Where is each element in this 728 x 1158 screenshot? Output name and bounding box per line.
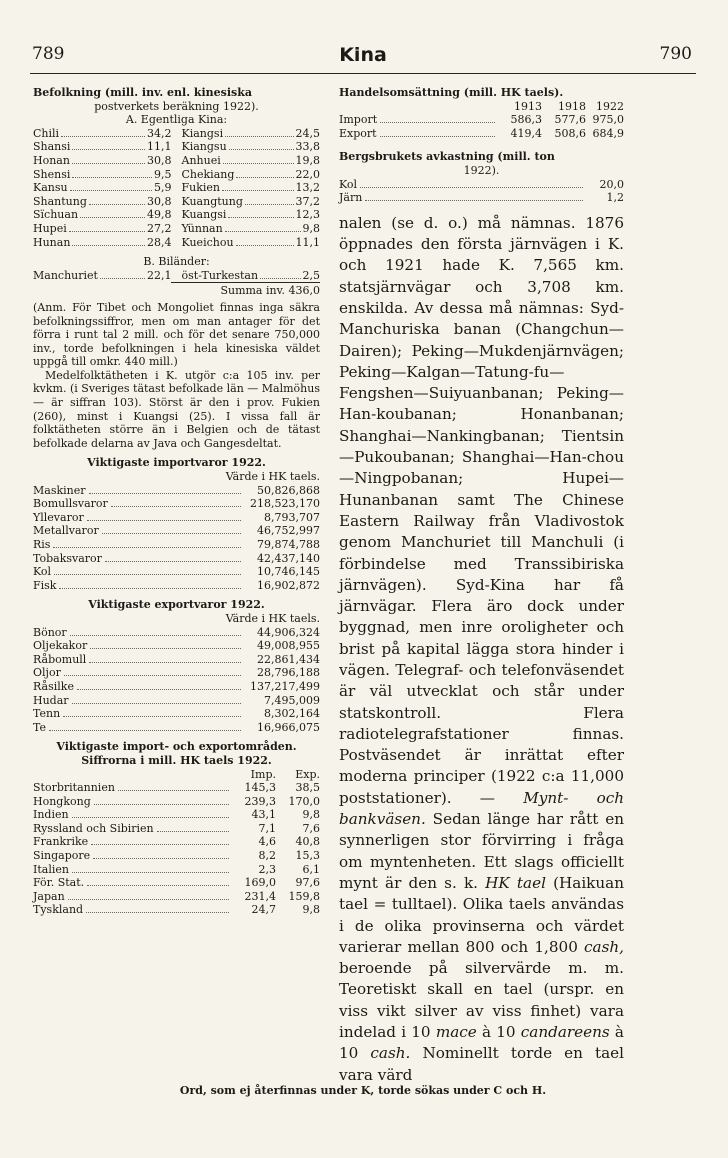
province-name: Honan — [33, 153, 70, 167]
export-value: 9,8 — [302, 808, 320, 822]
item-name: Bomullsvaror — [33, 497, 108, 511]
trade-value: 508,6 — [554, 126, 586, 140]
export-value: 7,6 — [302, 821, 320, 835]
export-table — [33, 626, 320, 735]
mining-title-cont: 1922). — [463, 163, 500, 177]
table-row — [33, 781, 320, 795]
trade-label: Export — [339, 126, 377, 140]
item-name: Ris — [33, 538, 51, 551]
province-value: 30,8 — [147, 153, 172, 167]
table-row — [33, 876, 320, 890]
country-name: Singapore — [33, 849, 91, 863]
province-name: Shantung — [33, 194, 87, 208]
trade-value: 975,0 — [592, 113, 624, 127]
province-value: 9,5 — [154, 167, 172, 181]
province-name: Hunan — [33, 235, 71, 249]
page-number-right: 790 — [659, 44, 692, 64]
column-header-imp: Imp. — [250, 767, 276, 781]
population-title: Befolkning (mill. inv. enl. kinesiska — [33, 86, 252, 99]
text-italic: Mynt- och bankväsen. — [339, 788, 625, 829]
table-row — [339, 127, 624, 141]
mineral-value: 20,0 — [599, 177, 624, 191]
table-row — [33, 154, 172, 168]
item-value: 50,826,868 — [257, 483, 320, 497]
country-name: Hongkong — [33, 794, 91, 808]
import-value: 4,6 — [258, 835, 276, 849]
trade-value: 586,3 — [510, 113, 542, 127]
trade-areas-header — [33, 768, 320, 782]
export-value: 38,5 — [295, 781, 320, 795]
table-row — [33, 222, 172, 236]
province-list-right — [182, 127, 321, 249]
export-value: 6,1 — [302, 862, 320, 876]
table-row — [33, 680, 320, 694]
table-row — [182, 181, 321, 195]
item-name: Kol — [33, 565, 52, 579]
table-row — [182, 195, 321, 209]
province-name: Kueichou — [181, 235, 234, 249]
table-row — [33, 707, 320, 721]
province-value: 34,2 — [147, 126, 172, 140]
country-name: Frankrike — [33, 835, 89, 849]
table-row — [182, 222, 321, 236]
item-name: Bönor — [33, 625, 67, 639]
density-paragraph: Medelfolktätheten i K. utgör c:a 105 inv. per kvkm. (i Sveriges tätast befolkade län — Malmöhus — är siffran 103). Störst är den i prov. Fukien (260), minst i Kuangsi (25). I vissa fall är folktätheten större än i Belgien och de tätast befolkade delarna av Java och Gangesdeltat. — [33, 368, 320, 450]
table-row — [182, 236, 321, 250]
text-italic: HK tael — [485, 873, 546, 892]
province-value: 11,1 — [295, 235, 320, 249]
table-row — [33, 181, 172, 195]
region-name: Manchuriet — [33, 268, 98, 282]
text-run: (Haikuan tael = tulltael). Olika taels användas i de olika provinserna och värdet varierar mellan 800 och 1,800 — [339, 873, 625, 956]
province-value: 33,8 — [295, 140, 320, 154]
text-italic: cash. — [370, 1044, 411, 1063]
province-value: 9,8 — [302, 221, 320, 235]
item-name: Oljor — [33, 666, 61, 680]
column-header-exp: Exp. — [295, 767, 320, 781]
page-title: Kina — [339, 44, 387, 66]
table-row — [33, 140, 172, 154]
import-value: 145,3 — [244, 781, 276, 795]
table-row — [33, 835, 320, 849]
item-value: 79,874,788 — [257, 538, 320, 551]
item-name: Maskiner — [33, 483, 86, 497]
table-row — [33, 195, 172, 209]
table-row — [33, 626, 320, 640]
item-name: Råsilke — [33, 679, 74, 693]
section-a-heading: A. Egentliga Kina: — [125, 113, 228, 127]
trade-label: Import — [339, 113, 378, 127]
country-name: Italien — [33, 862, 69, 876]
province-name: Kuangtung — [181, 194, 243, 208]
trade-value: 419,4 — [510, 126, 542, 140]
year-header: 1918 — [558, 99, 586, 113]
table-row — [33, 849, 320, 863]
table-row — [33, 269, 172, 283]
text-run: à 10 — [476, 1023, 521, 1042]
table-row — [339, 191, 624, 205]
table-row — [339, 178, 624, 192]
population-title-cont: postverkets beräkning 1922). — [94, 99, 259, 113]
mineral-value: 1,2 — [606, 191, 624, 205]
export-value: 15,3 — [295, 849, 320, 863]
import-value: 231,4 — [244, 889, 276, 903]
trade-table — [339, 113, 624, 140]
text-italic: candareens — [520, 1023, 610, 1042]
page-footer: Ord, som ej återfinnas under K, torde sökas under C och H. — [179, 1084, 547, 1097]
item-value: 16,966,075 — [257, 720, 320, 734]
region-name: öst-Turkestan — [181, 268, 259, 282]
table-row — [33, 890, 320, 904]
table-row — [33, 484, 320, 498]
table-row — [339, 113, 624, 127]
header-rule — [30, 73, 696, 74]
item-value: 137,217,499 — [250, 679, 320, 693]
region-value: 2,5 — [302, 268, 320, 282]
import-value: 7,1 — [258, 821, 276, 835]
text-run: beroende på silvervärde m. m. Teoretiskt skall en tael (urspr. en viss vikt silver av viss finhet) vara indelad i 10 — [339, 959, 624, 1042]
table-row — [182, 140, 321, 154]
import-table — [33, 484, 320, 593]
export-value: 9,8 — [302, 903, 320, 917]
table-row — [33, 552, 320, 566]
left-column — [33, 86, 320, 917]
item-value: 10,746,145 — [257, 565, 320, 579]
import-value: 43,1 — [251, 808, 276, 822]
table-row — [182, 168, 321, 182]
table-row — [182, 208, 321, 222]
table-row — [33, 524, 320, 538]
page-header — [30, 44, 696, 76]
mineral-name: Kol — [339, 177, 358, 191]
province-value: 28,4 — [147, 235, 172, 249]
import-subtitle: Värde i HK taels. — [225, 470, 320, 484]
item-name: Tenn — [33, 707, 61, 721]
import-value: 24,7 — [251, 903, 276, 917]
province-list-left — [33, 127, 172, 249]
item-value: 46,752,997 — [257, 524, 320, 538]
right-column — [339, 86, 624, 1086]
trade-title: Handelsomsättning (mill. HK taels). — [339, 86, 564, 99]
text-run: à 10 — [339, 1023, 624, 1063]
item-value: 7,495,009 — [264, 693, 320, 707]
province-name: Fukien — [181, 181, 220, 195]
province-value: 37,2 — [295, 194, 320, 208]
item-value: 8,302,164 — [264, 707, 320, 721]
mining-title: Bergsbrukets avkastning (mill. ton — [339, 150, 555, 164]
region-value: 22,1 — [147, 268, 172, 282]
text-italic: mace — [435, 1023, 477, 1042]
export-value: 170,0 — [288, 794, 320, 808]
item-name: Yllevaror — [33, 510, 84, 524]
item-value: 22,861,434 — [257, 652, 320, 666]
province-value: 12,3 — [295, 208, 320, 222]
country-name: Storbritannien — [33, 781, 115, 795]
mineral-name: Järn — [339, 191, 363, 205]
table-row — [33, 538, 320, 552]
province-value: 30,8 — [147, 194, 172, 208]
table-row — [33, 127, 172, 141]
province-name: Sïchuan — [33, 208, 79, 222]
table-row — [33, 579, 320, 593]
province-name: Kansu — [33, 181, 68, 195]
item-value: 44,906,324 — [257, 625, 320, 639]
export-title: Viktigaste exportvaror 1922. — [88, 598, 265, 612]
table-row — [182, 154, 321, 168]
table-row — [33, 666, 320, 680]
table-row — [33, 208, 172, 222]
item-name: Hudar — [33, 693, 69, 707]
item-name: Te — [33, 720, 46, 734]
item-name: Tobaksvaror — [33, 551, 102, 565]
table-row — [33, 721, 320, 735]
trade-areas-table — [33, 781, 320, 917]
province-name: Hupei — [33, 221, 67, 235]
item-value: 16,902,872 — [257, 578, 320, 592]
table-row — [182, 269, 321, 283]
trade-value: 684,9 — [592, 126, 624, 140]
import-value: 8,2 — [258, 849, 276, 863]
table-row — [182, 127, 321, 141]
trade-areas-title: Viktigaste import- och exportområden. — [56, 740, 297, 754]
country-name: Japan — [33, 889, 65, 903]
table-row — [33, 795, 320, 809]
province-value: 13,2 — [295, 181, 320, 195]
body-text — [339, 213, 624, 1086]
item-value: 28,796,188 — [257, 666, 320, 680]
section-b-heading: B. Biländer: — [143, 255, 210, 269]
province-value: 22,0 — [295, 167, 320, 181]
mining-table — [339, 178, 624, 205]
item-value: 42,437,140 — [257, 551, 320, 565]
export-value: 159,8 — [288, 889, 320, 903]
text-run: Nominellt torde en tael vara värd — [339, 1044, 624, 1084]
item-value: 49,008,955 — [257, 639, 320, 653]
table-row — [33, 808, 320, 822]
province-value: 5,9 — [154, 181, 172, 195]
table-row — [33, 639, 320, 653]
trade-years-header — [339, 100, 624, 114]
province-value: 49,8 — [147, 208, 172, 222]
country-name: Ryssland och Sibirien — [33, 821, 154, 835]
table-row — [33, 236, 172, 250]
province-name: Yünnan — [181, 221, 223, 235]
text-run: nalen (se d. o.) må nämnas. 1876 öppnades den första järnvägen i K. och 1921 hade K. 7,565 km. statsjärnvägar och 3,708 km. enskilda. Av dessa må nämnas: Syd-Manchuriska banan (Changchun—Dairen); Peking—Mukdenjärnvägen; Peking—Kalgan—Tatung-fu—Fengshen—Suiyuanbanan; Peking—Han-koubanan; Honanbanan; Shanghai—Nankingbanan; Tientsin—Pukoubanan; Shanghai—Han-chou—Ningpobanan; Hupei—Hunanbanan samt The Chinese Eastern Railway från Vladivostok genom Manchuriet till Manchuli (i förbindelse med Transsibiriska järnvägen). Syd-Kina har få järnvägar. Flera äro dock under byggnad, men inre oroligheter och brist på kapital lägga stora hinder i vägen. Telegraf- och telefonväsendet är väl utvecklat och står under statskontroll. Flera radiotelegrafstationer finnas. Postväsendet är inrättat efter moderna principer (1922 c:a 11,000 poststationer). — — [339, 213, 624, 807]
item-name: Råbomull — [33, 652, 87, 666]
table-row — [33, 903, 320, 917]
country-name: För. Stat. — [33, 876, 85, 890]
import-value: 239,3 — [244, 794, 276, 808]
import-value: 169,0 — [244, 876, 276, 890]
item-name: Fisk — [33, 578, 57, 592]
item-value: 8,793,707 — [264, 510, 320, 524]
export-value: 40,8 — [295, 835, 320, 849]
item-name: Oljekakor — [33, 639, 88, 653]
province-name: Kiangsu — [181, 140, 227, 154]
item-name: Metallvaror — [33, 524, 99, 538]
table-row — [33, 863, 320, 877]
page-number-left: 789 — [32, 44, 65, 64]
province-name: Anhuei — [181, 153, 221, 167]
province-name: Chili — [33, 126, 60, 140]
year-header: 1922 — [596, 99, 624, 113]
province-value: 24,5 — [295, 126, 320, 140]
province-name: Shensi — [33, 167, 71, 181]
import-value: 2,3 — [258, 862, 276, 876]
table-row — [33, 653, 320, 667]
province-name: Chekiang — [181, 167, 235, 181]
table-row — [33, 565, 320, 579]
table-row — [33, 497, 320, 511]
province-value: 27,2 — [147, 221, 172, 235]
province-name: Kuangsi — [181, 208, 227, 222]
trade-value: 577,6 — [554, 113, 586, 127]
province-name: Shansi — [33, 140, 71, 154]
population-note: (Anm. För Tibet och Mongoliet finnas inga säkra befolkningssiffror, men om man antager för det förra i runt tal 2 mill. och för det senare 750,000 inv., torde befolkningen i hela kinesiska väldet uppgå till omkr. 440 mill.) — [33, 300, 320, 369]
table-row — [33, 511, 320, 525]
country-name: Tyskland — [33, 903, 84, 917]
table-row — [33, 822, 320, 836]
text-run: Sedan länge har rått en synnerligen stor förvirring i fråga om myntenheten. Ett slags officiellt mynt är den s. k. — [339, 810, 624, 892]
country-name: Indien — [33, 808, 69, 822]
export-subtitle: Värde i HK taels. — [225, 611, 320, 625]
trade-areas-subtitle: Siffrorna i mill. HK taels 1922. — [81, 753, 272, 767]
province-table — [33, 127, 320, 249]
year-header: 1913 — [514, 99, 542, 113]
item-value: 218,523,170 — [250, 497, 320, 511]
population-sum: Summa inv. 436,0 — [171, 282, 320, 298]
province-name: Kiangsi — [181, 126, 224, 140]
bilander-table — [33, 269, 320, 283]
table-row — [33, 694, 320, 708]
province-value: 19,8 — [295, 153, 320, 167]
export-value: 97,6 — [295, 876, 320, 890]
import-title: Viktigaste importvaror 1922. — [87, 456, 266, 470]
text-italic: cash, — [584, 937, 624, 956]
province-value: 11,1 — [147, 140, 172, 154]
table-row — [33, 168, 172, 182]
